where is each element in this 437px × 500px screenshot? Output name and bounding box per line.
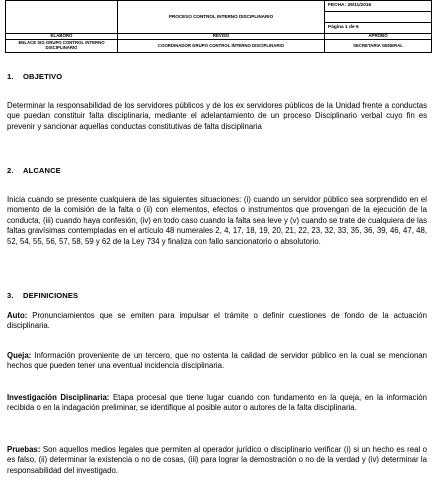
- document-date: FECHA: 29/11/2016: [325, 1, 432, 12]
- definition-term: Pruebas:: [7, 445, 41, 454]
- section-heading-definiciones: [7, 291, 78, 301]
- aprobo-value: SECRETARIA GENERAL: [325, 40, 432, 53]
- meta-empty-row: [325, 12, 432, 23]
- elaboro-value: ENLACE SIG GRUPO CONTROL INTERNO DISCIPLINARIO: [6, 40, 118, 53]
- section-title: DEFINICIONES: [23, 291, 79, 300]
- section-number: 2.: [7, 166, 14, 175]
- page-indicator: Página 1 de 6: [325, 23, 432, 34]
- section-heading-objetivo: [7, 72, 62, 82]
- definition-queja: [7, 351, 427, 372]
- section-heading-alcance: [7, 166, 61, 176]
- definition-text: Son aquellos medios legales que permiten al operador jurídico o disciplinario verificar (i) si un hecho es real o es falso, (ii) determinar la existencia o no de cosas, (iii) para lograr la demostración o no de la verdad y (iv) determinar la responsabilidad del investigado.: [7, 445, 427, 475]
- aprobo-header: APROBÓ: [325, 34, 432, 40]
- definition-investigacion: [7, 393, 427, 414]
- definition-term: Auto:: [7, 311, 28, 320]
- reviso-value: COORDINADOR GRUPO CONTROL INTERNO DISCIPLINARIO: [118, 40, 325, 53]
- definition-auto: [7, 311, 427, 332]
- alcance-paragraph: Inicia cuando se presente cualquiera de las siguientes situaciones: (i) cuando un servidor público sea sorprendido en el momento de la comisión de la falta o (ii) con elementos, efectos o instrumentos que provengan de la ejecución de la conducta, (iii) cuando haya confesión, (iv) en todo caso cuando la falta sea leve y (v) cuando se trate de cualquiera de las faltas gravísimas contempladas en el artículo 48 numerales 2, 4, 17, 18, 19, 20, 21, 22, 23, 32, 33, 35, 36, 39, 46, 47, 48, 52, 54, 55, 56, 57, 58, 59 y 62 de la Ley 734 y finaliza con fallo sancionatorio o absolutorio.: [7, 195, 427, 246]
- definition-text: Etapa procesal que tiene lugar cuando con fundamento en la queja, en la información recibida o en la indagación preliminar, se identifique al posible autor o autores de la falta disciplinaria.: [7, 393, 427, 413]
- process-title: PROCESO CONTROL INTERNO DISCIPLINARIO: [118, 1, 325, 34]
- definition-pruebas: [7, 445, 427, 476]
- definition-term: Investigación Disciplinaria:: [7, 393, 110, 402]
- reviso-header: REVISÓ: [118, 34, 325, 40]
- elaboro-header: ELABORÓ: [6, 34, 118, 40]
- definition-text: Pronunciamientos que se emiten para impulsar el trámite o definir cuestiones de fondo de la actuación disciplinaria.: [7, 311, 427, 331]
- objetivo-paragraph: Determinar la responsabilidad de los servidores públicos y de los ex servidores públicos de la Unidad frente a conductas que puedan constituir falta disciplinaria, mediante el adelantamiento de un proceso Disciplinario verbal cuyo fin es prevenir y sancionar aquellas conductas constitutivas de falta disciplinaria: [7, 101, 427, 131]
- section-number: 3.: [7, 291, 14, 300]
- document-header-table: [5, 0, 432, 53]
- section-number: 1.: [7, 72, 14, 81]
- section-title: ALCANCE: [23, 166, 61, 175]
- section-title: OBJETIVO: [23, 72, 63, 81]
- logo-cell: [6, 1, 118, 34]
- definition-term: Queja:: [7, 351, 32, 360]
- definition-text: Información proveniente de un tercero, que no ostenta la calidad de servidor público en la cual se mencionan hechos que pueden tener una eventual incidencia disciplinaria.: [7, 351, 427, 371]
